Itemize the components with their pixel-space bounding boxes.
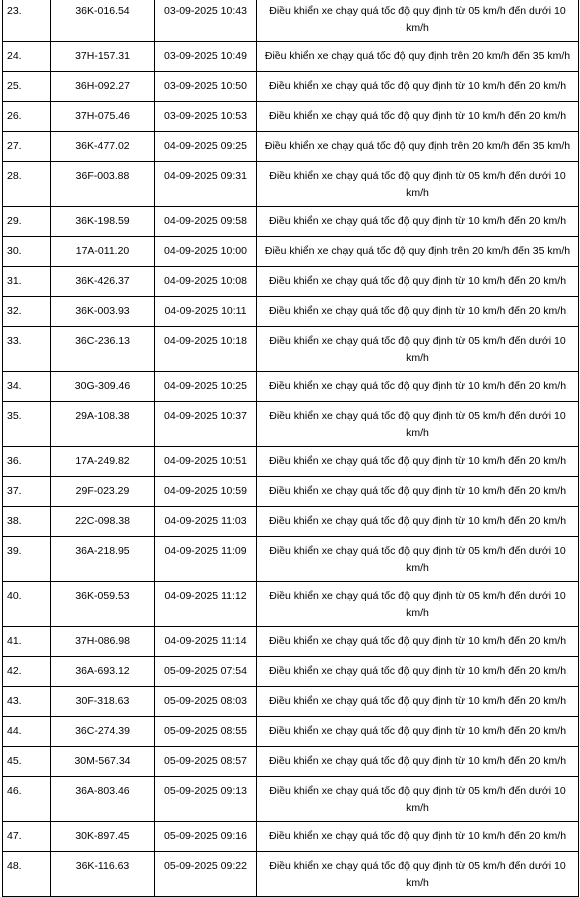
violation-description: Điều khiển xe chạy quá tốc độ quy định từ 10 km/h đến 20 km/h (257, 627, 579, 657)
row-number: 43. (3, 687, 51, 717)
table-row (3, 42, 579, 72)
row-number: 34. (3, 372, 51, 402)
row-number: 32. (3, 297, 51, 327)
violation-description: Điều khiển xe chạy quá tốc độ quy định từ 05 km/h đến dưới 10 km/h (257, 852, 579, 897)
violation-time: 04-09-2025 10:00 (155, 237, 257, 267)
violation-time: 03-09-2025 10:50 (155, 72, 257, 102)
license-plate: 17A-011.20 (51, 237, 155, 267)
violation-description: Điều khiển xe chạy quá tốc độ quy định từ 10 km/h đến 20 km/h (257, 297, 579, 327)
violation-time: 04-09-2025 10:37 (155, 402, 257, 447)
row-number: 30. (3, 237, 51, 267)
row-number: 42. (3, 657, 51, 687)
table-row (3, 102, 579, 132)
violation-time: 04-09-2025 10:18 (155, 327, 257, 372)
violation-time: 04-09-2025 10:25 (155, 372, 257, 402)
table-row (3, 267, 579, 297)
license-plate: 30F-318.63 (51, 687, 155, 717)
table-row (3, 297, 579, 327)
violation-description: Điều khiển xe chạy quá tốc độ quy định trên 20 km/h đến 35 km/h (257, 42, 579, 72)
table-row (3, 717, 579, 747)
row-number: 37. (3, 477, 51, 507)
license-plate: 36K-198.59 (51, 207, 155, 237)
row-number: 41. (3, 627, 51, 657)
violation-time: 04-09-2025 10:51 (155, 447, 257, 477)
row-number: 45. (3, 747, 51, 777)
license-plate: 30G-309.46 (51, 372, 155, 402)
row-number: 33. (3, 327, 51, 372)
license-plate: 36K-426.37 (51, 267, 155, 297)
table-row (3, 852, 579, 897)
license-plate: 17A-249.82 (51, 447, 155, 477)
violation-description: Điều khiển xe chạy quá tốc độ quy định từ 10 km/h đến 20 km/h (257, 102, 579, 132)
violation-time: 04-09-2025 09:25 (155, 132, 257, 162)
table-row (3, 537, 579, 582)
violation-time: 04-09-2025 10:59 (155, 477, 257, 507)
row-number: 44. (3, 717, 51, 747)
violation-description: Điều khiển xe chạy quá tốc độ quy định từ 05 km/h đến dưới 10 km/h (257, 327, 579, 372)
violation-description: Điều khiển xe chạy quá tốc độ quy định từ 10 km/h đến 20 km/h (257, 372, 579, 402)
license-plate: 29A-108.38 (51, 402, 155, 447)
table-row (3, 327, 579, 372)
violation-description: Điều khiển xe chạy quá tốc độ quy định từ 10 km/h đến 20 km/h (257, 72, 579, 102)
violation-time: 04-09-2025 10:08 (155, 267, 257, 297)
table-row (3, 72, 579, 102)
license-plate: 36K-477.02 (51, 132, 155, 162)
row-number: 25. (3, 72, 51, 102)
table-row (3, 132, 579, 162)
row-number: 24. (3, 42, 51, 72)
violation-time: 05-09-2025 09:16 (155, 822, 257, 852)
violation-description: Điều khiển xe chạy quá tốc độ quy định từ 05 km/h đến dưới 10 km/h (257, 0, 579, 42)
violation-time: 04-09-2025 09:58 (155, 207, 257, 237)
row-number: 29. (3, 207, 51, 237)
row-number: 35. (3, 402, 51, 447)
violation-description: Điều khiển xe chạy quá tốc độ quy định từ 10 km/h đến 20 km/h (257, 822, 579, 852)
violation-time: 04-09-2025 10:11 (155, 297, 257, 327)
violation-time: 03-09-2025 10:49 (155, 42, 257, 72)
violations-table-body (3, 0, 579, 897)
violation-time: 05-09-2025 09:22 (155, 852, 257, 897)
row-number: 48. (3, 852, 51, 897)
row-number: 47. (3, 822, 51, 852)
license-plate: 36K-059.53 (51, 582, 155, 627)
table-row (3, 237, 579, 267)
violation-time: 05-09-2025 07:54 (155, 657, 257, 687)
table-row (3, 477, 579, 507)
license-plate: 37H-157.31 (51, 42, 155, 72)
violation-description: Điều khiển xe chạy quá tốc độ quy định từ 10 km/h đến 20 km/h (257, 687, 579, 717)
table-row (3, 447, 579, 477)
violation-time: 05-09-2025 08:55 (155, 717, 257, 747)
violations-table (2, 0, 579, 897)
license-plate: 36K-003.93 (51, 297, 155, 327)
table-row (3, 777, 579, 822)
violation-time: 03-09-2025 10:43 (155, 0, 257, 42)
license-plate: 36K-016.54 (51, 0, 155, 42)
row-number: 31. (3, 267, 51, 297)
violation-description: Điều khiển xe chạy quá tốc độ quy định từ 05 km/h đến dưới 10 km/h (257, 582, 579, 627)
violation-time: 04-09-2025 11:14 (155, 627, 257, 657)
table-row (3, 507, 579, 537)
row-number: 36. (3, 447, 51, 477)
row-number: 28. (3, 162, 51, 207)
license-plate: 36K-116.63 (51, 852, 155, 897)
license-plate: 37H-086.98 (51, 627, 155, 657)
license-plate: 36A-803.46 (51, 777, 155, 822)
table-row (3, 627, 579, 657)
table-row (3, 822, 579, 852)
license-plate: 22C-098.38 (51, 507, 155, 537)
table-row (3, 657, 579, 687)
table-row (3, 372, 579, 402)
violation-description: Điều khiển xe chạy quá tốc độ quy định từ 05 km/h đến dưới 10 km/h (257, 402, 579, 447)
table-row (3, 207, 579, 237)
violation-description: Điều khiển xe chạy quá tốc độ quy định từ 05 km/h đến dưới 10 km/h (257, 777, 579, 822)
violation-time: 05-09-2025 08:57 (155, 747, 257, 777)
violation-time: 04-09-2025 11:12 (155, 582, 257, 627)
license-plate: 36A-218.95 (51, 537, 155, 582)
license-plate: 36C-274.39 (51, 717, 155, 747)
violation-description: Điều khiển xe chạy quá tốc độ quy định từ 10 km/h đến 20 km/h (257, 717, 579, 747)
violation-time: 04-09-2025 09:31 (155, 162, 257, 207)
violation-description: Điều khiển xe chạy quá tốc độ quy định từ 05 km/h đến dưới 10 km/h (257, 162, 579, 207)
row-number: 26. (3, 102, 51, 132)
violation-description: Điều khiển xe chạy quá tốc độ quy định từ 10 km/h đến 20 km/h (257, 747, 579, 777)
violation-time: 03-09-2025 10:53 (155, 102, 257, 132)
violation-description: Điều khiển xe chạy quá tốc độ quy định từ 10 km/h đến 20 km/h (257, 267, 579, 297)
license-plate: 36F-003.88 (51, 162, 155, 207)
violation-description: Điều khiển xe chạy quá tốc độ quy định từ 10 km/h đến 20 km/h (257, 447, 579, 477)
license-plate: 36H-092.27 (51, 72, 155, 102)
row-number: 40. (3, 582, 51, 627)
license-plate: 37H-075.46 (51, 102, 155, 132)
violation-time: 04-09-2025 11:09 (155, 537, 257, 582)
table-row (3, 582, 579, 627)
violation-description: Điều khiển xe chạy quá tốc độ quy định từ 10 km/h đến 20 km/h (257, 507, 579, 537)
license-plate: 36C-236.13 (51, 327, 155, 372)
violation-description: Điều khiển xe chạy quá tốc độ quy định từ 05 km/h đến dưới 10 km/h (257, 537, 579, 582)
row-number: 27. (3, 132, 51, 162)
violation-description: Điều khiển xe chạy quá tốc độ quy định từ 10 km/h đến 20 km/h (257, 477, 579, 507)
violation-time: 05-09-2025 09:13 (155, 777, 257, 822)
violation-description: Điều khiển xe chạy quá tốc độ quy định trên 20 km/h đến 35 km/h (257, 237, 579, 267)
violation-time: 04-09-2025 11:03 (155, 507, 257, 537)
table-row (3, 162, 579, 207)
license-plate: 30K-897.45 (51, 822, 155, 852)
row-number: 39. (3, 537, 51, 582)
license-plate: 36A-693.12 (51, 657, 155, 687)
table-row (3, 0, 579, 42)
table-row (3, 687, 579, 717)
violation-description: Điều khiển xe chạy quá tốc độ quy định trên 20 km/h đến 35 km/h (257, 132, 579, 162)
row-number: 46. (3, 777, 51, 822)
table-row (3, 747, 579, 777)
violation-description: Điều khiển xe chạy quá tốc độ quy định từ 10 km/h đến 20 km/h (257, 207, 579, 237)
violation-description: Điều khiển xe chạy quá tốc độ quy định từ 10 km/h đến 20 km/h (257, 657, 579, 687)
row-number: 23. (3, 0, 51, 42)
violation-time: 05-09-2025 08:03 (155, 687, 257, 717)
table-row (3, 402, 579, 447)
row-number: 38. (3, 507, 51, 537)
license-plate: 29F-023.29 (51, 477, 155, 507)
license-plate: 30M-567.34 (51, 747, 155, 777)
